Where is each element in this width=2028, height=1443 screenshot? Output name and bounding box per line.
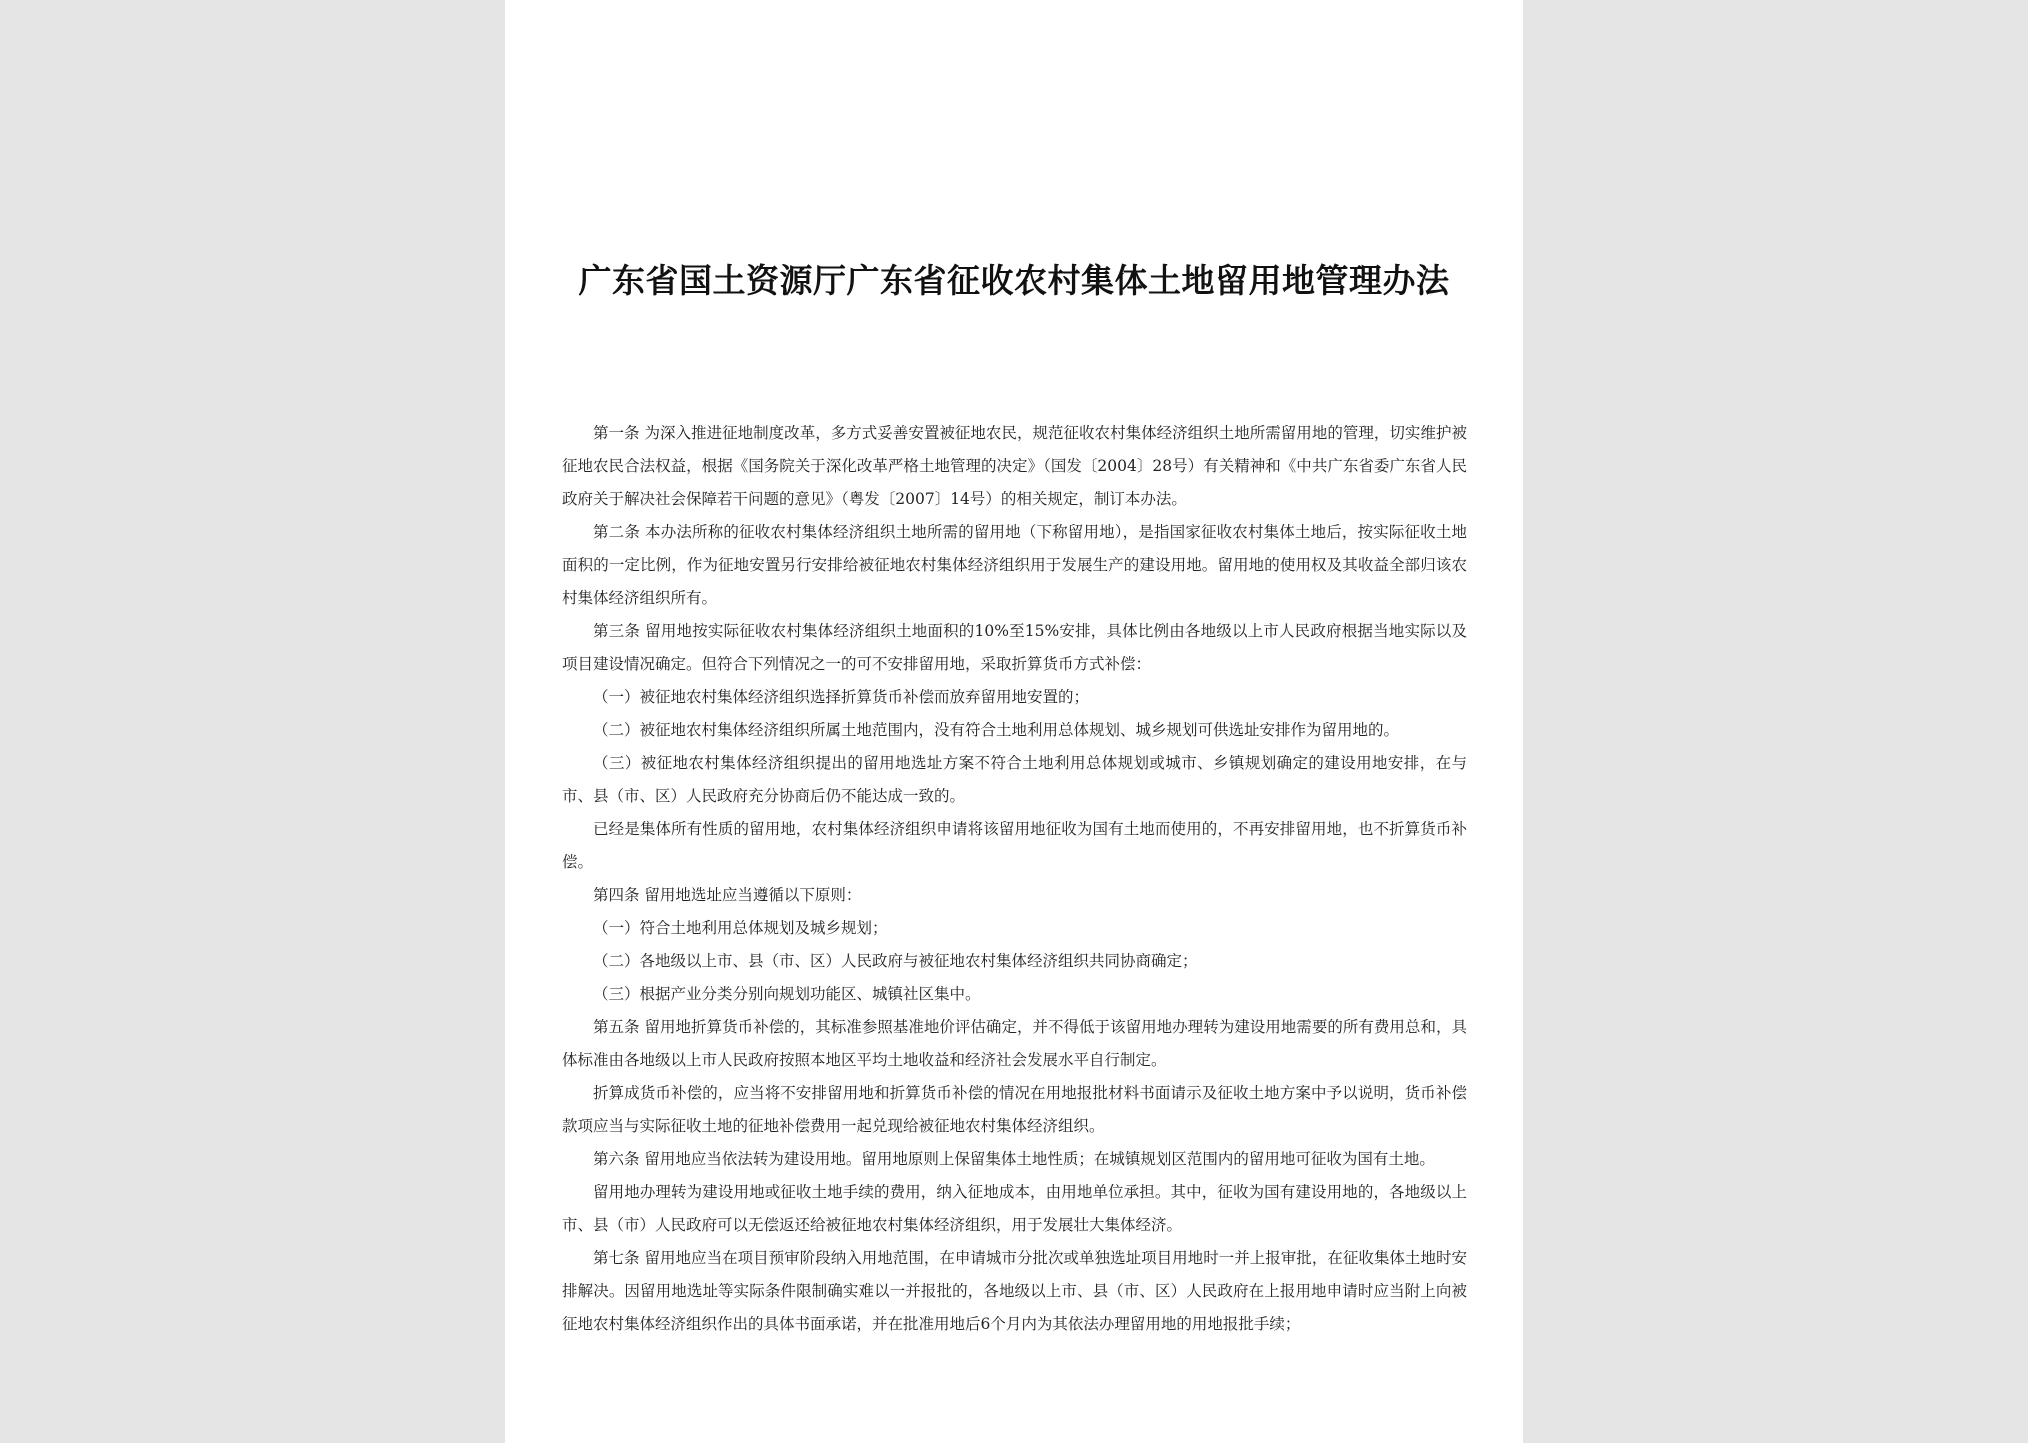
document-body (562, 417, 1467, 1341)
paragraph-article-4-item-3: （三）根据产业分类分别向规划功能区、城镇社区集中。 (593, 985, 981, 1003)
paragraph-article-2: 第二条 本办法所称的征收农村集体经济组织土地所需的留用地（下称留用地），是指国家征收农村集体土地后，按实际征收土地面积的一定比例，作为征地安置另行安排给被征地农村集体经济组织用于发展生产的建设用地。留用地的使用权及其收益全部归该农村集体经济组织所有。 (562, 523, 1467, 607)
paragraph-article-6-note: 留用地办理转为建设用地或征收土地手续的费用，纳入征地成本，由用地单位承担。其中，征收为国有建设用地的，各地级以上市、县（市）人民政府可以无偿返还给被征地农村集体经济组织，用于发展壮大集体经济。 (562, 1183, 1467, 1234)
paragraph-article-4-item-1: （一）符合土地利用总体规划及城乡规划； (593, 919, 888, 937)
paragraph-article-6: 第六条 留用地应当依法转为建设用地。留用地原则上保留集体土地性质；在城镇规划区范围内的留用地可征收为国有土地。 (593, 1150, 1435, 1168)
paragraph-article-4: 第四条 留用地选址应当遵循以下原则： (593, 886, 862, 904)
paragraph-article-7: 第七条 留用地应当在项目预审阶段纳入用地范围，在申请城市分批次或单独选址项目用地时一并上报审批，在征收集体土地时安排解决。因留用地选址等实际条件限制确实难以一并报批的，各地级以上市、县（市、区）人民政府在上报用地申请时应当附上向被征地农村集体经济组织作出的具体书面承诺，并在批准用地后6个月内为其依法办理留用地的用地报批手续； (562, 1249, 1467, 1333)
document-title: 广东省国土资源厅广东省征收农村集体土地留用地管理办法 (578, 261, 1450, 300)
paragraph-article-4-item-2: （二）各地级以上市、县（市、区）人民政府与被征地农村集体经济组织共同协商确定； (593, 952, 1198, 970)
paragraph-article-5-note: 折算成货币补偿的，应当将不安排留用地和折算货币补偿的情况在用地报批材料书面请示及征收土地方案中予以说明，货币补偿款项应当与实际征收土地的征地补偿费用一起兑现给被征地农村集体经济组织。 (562, 1084, 1467, 1135)
document-page (505, 0, 1523, 1443)
paragraph-article-3-note: 已经是集体所有性质的留用地，农村集体经济组织申请将该留用地征收为国有土地而使用的，不再安排留用地，也不折算货币补偿。 (562, 820, 1467, 871)
paragraph-article-3-item-1: （一）被征地农村集体经济组织选择折算货币补偿而放弃留用地安置的； (593, 688, 1090, 706)
paragraph-article-5: 第五条 留用地折算货币补偿的，其标准参照基准地价评估确定，并不得低于该留用地办理转为建设用地需要的所有费用总和，具体标准由各地级以上市人民政府按照本地区平均土地收益和经济社会发展水平自行制定。 (562, 1018, 1467, 1069)
paragraph-article-3-item-3: （三）被征地农村集体经济组织提出的留用地选址方案不符合土地利用总体规划或城市、乡镇规划确定的建设用地安排，在与市、县（市、区）人民政府充分协商后仍不能达成一致的。 (562, 754, 1467, 805)
paragraph-article-3: 第三条 留用地按实际征收农村集体经济组织土地面积的10%至15%安排，具体比例由各地级以上市人民政府根据当地实际以及项目建设情况确定。但符合下列情况之一的可不安排留用地，采取折算货币方式补偿： (562, 622, 1467, 673)
paragraph-article-3-item-2: （二）被征地农村集体经济组织所属土地范围内，没有符合土地利用总体规划、城乡规划可供选址安排作为留用地的。 (593, 721, 1400, 739)
paragraph-article-1: 第一条 为深入推进征地制度改革，多方式妥善安置被征地农民，规范征收农村集体经济组织土地所需留用地的管理，切实维护被征地农民合法权益，根据《国务院关于深化改革严格土地管理的决定》（国发〔2004〕28号）有关精神和《中共广东省委广东省人民政府关于解决社会保障若干问题的意见》（粤发〔2007〕14号）的相关规定，制订本办法。 (562, 424, 1467, 508)
